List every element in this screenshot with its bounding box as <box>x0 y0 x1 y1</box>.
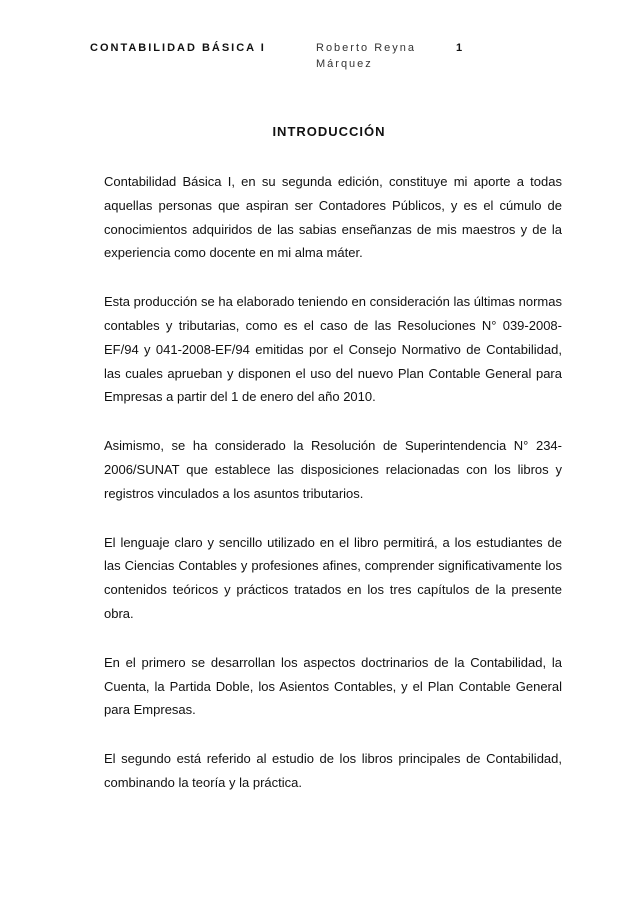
paragraph: Asimismo, se ha considerado la Resolución de Superintendencia N° 234-2006/SUNAT que establece las disposiciones relacionadas con los libros y registros vinculados a los asuntos tributarios. <box>104 438 562 501</box>
body-text <box>104 170 562 820</box>
header-author: Roberto Reyna Márquez <box>316 42 416 70</box>
section-title: INTRODUCCIÓN <box>272 124 386 139</box>
paragraph: Esta producción se ha elaborado teniendo en consideración las últimas normas contables y tributarias, como es el caso de las Resoluciones N° 039-2008-EF/94 y 041-2008-EF/94 emitidas por el Consejo Normativo de Contabilidad, las cuales aprueban y disponen el uso del nuevo Plan Contable General para Empresas a partir del 1 de enero del año 2010. <box>104 294 562 405</box>
paragraph: El segundo está referido al estudio de los libros principales de Contabilidad, combinando la teoría y la práctica. <box>104 751 562 790</box>
paragraph: El lenguaje claro y sencillo utilizado en el libro permitirá, a los estudiantes de las Ciencias Contables y profesiones afines, comprender significativamente los contenidos teóricos y prácticos tratados en los tres capítulos de la presente obra. <box>104 534 562 621</box>
page-header <box>90 40 470 70</box>
paragraph: Contabilidad Básica I, en su segunda edición, constituye mi aporte a todas aquellas personas que aspiran ser Contadores Públicos, y es el cúmulo de conocimientos adquiridos de las sabias enseñanzas de mis maestros y de la experiencia como docente en mi alma máter. <box>104 174 562 261</box>
header-page-number: 1 <box>456 42 465 54</box>
paragraph: En el primero se desarrollan los aspectos doctrinarios de la Contabilidad, la Cuenta, la Partida Doble, los Asientos Contables, y el Plan Contable General para Empresas. <box>104 654 562 718</box>
header-course-title: CONTABILIDAD BÁSICA I <box>90 42 266 54</box>
